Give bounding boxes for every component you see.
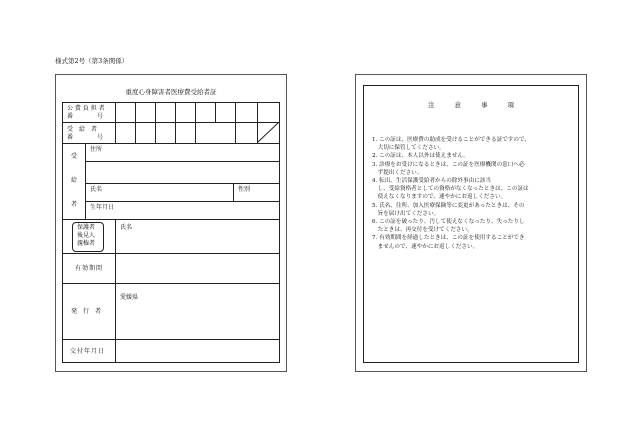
recipient-side-label-2: 給 [71,177,78,184]
validity-label: 有効期間 [75,265,104,272]
note-line: たときは、再交付を受けてください。 [372,227,473,234]
note-line: 5. 氏名、住所、加入医療保険等に変更があったときは、その [372,202,525,209]
note-line: 大切に保管してください。 [372,145,445,152]
notes-list [372,136,570,251]
note-line: 6. この証を破ったり、汚して使えなくなったり、失ったりし [372,219,525,226]
certificate-title: 重度心身障害者医療費受給者証 [125,88,217,96]
void-cell-diagonal [257,122,279,143]
guardian-label-1: 保護者 [77,224,96,231]
certificate-table [62,102,280,363]
recipient-side-label-3: 者 [71,201,78,208]
note-line: 2. この証は、本人以外は使えません。 [372,153,469,160]
guardian-label-3: 親権者 [77,240,96,247]
issue-date-label: 交付年月日 [70,348,106,355]
note-line: ませんので、速やかにお返しください。 [372,243,479,250]
recipient-number-label-line1: 受 給 者 [67,126,98,133]
name-label: 氏名 [90,186,103,193]
note-line: 使えなくなりますので、速やかにお返しください。 [372,194,507,201]
note-line: し、受給資格者としての資格がなくなったときは、この証は [372,186,529,193]
issuer-label: 発 行 者 [71,308,102,315]
guardian-label-2: 後見人 [77,232,96,239]
note-line: ず提出ください。 [372,169,423,176]
notes-title: 注 意 事 項 [428,101,514,109]
issuer-value: 愛媛県 [120,294,139,301]
certificate-front [55,74,287,372]
gender-label: 性別 [238,186,251,193]
notes-frame [363,85,579,363]
payer-number-label-line1: 公 費 負 担 者 [67,105,105,112]
note-line: 4. 転出、生活保護受給者からの除外事由に該当 [372,178,491,185]
recipient-number-label-line2: 番 号 [67,134,104,141]
note-line: 1. この証は、医療費の助成を受けることができる証ですので、 [372,137,531,143]
guardian-name-label: 氏名 [120,224,133,231]
birthdate-label: 生年月日 [90,204,115,211]
payer-number-label-line2: 番 号 [67,113,104,120]
note-line: 旨を届け出てください。 [372,210,440,217]
address-label: 住所 [90,146,103,153]
certificate-back [355,74,587,372]
note-line: 7. 有効期間を経過したときは、この証を使用することができ [372,235,525,242]
form-number-label: 様式第2号（第3条関係） [55,57,129,65]
recipient-side-label-1: 受 [71,153,78,160]
note-line: 3. 診療をお受けになるときは、この証を医療機関の窓口へ必 [372,161,525,168]
